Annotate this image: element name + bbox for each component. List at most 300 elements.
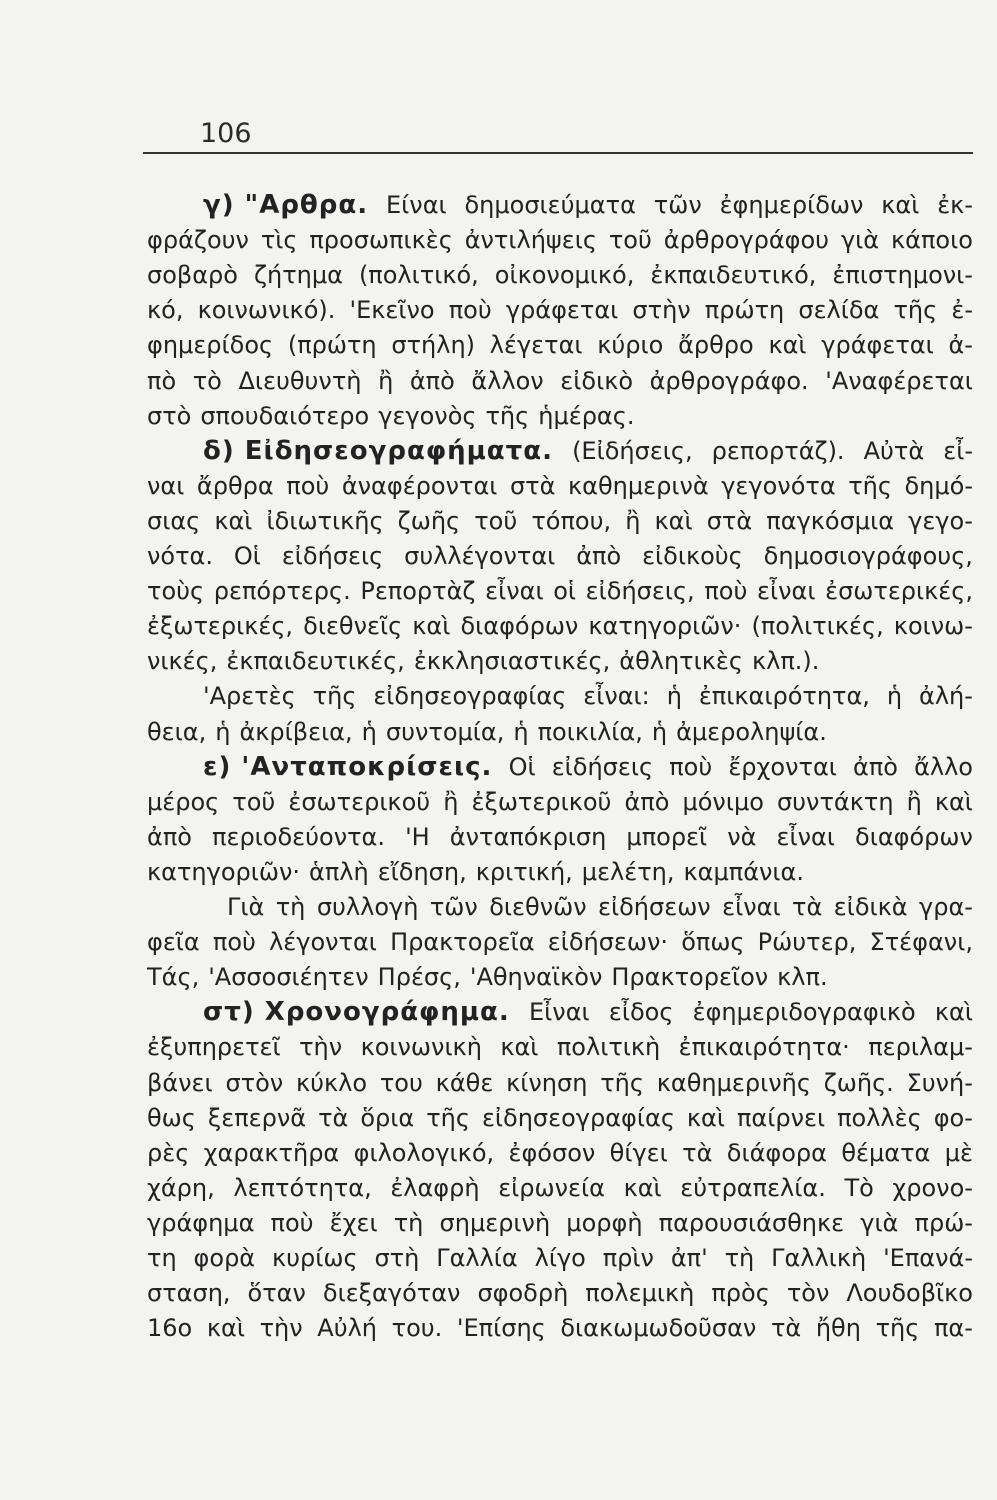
word: σταση,: [147, 1279, 231, 1308]
word: ἀ-: [948, 331, 973, 360]
word: ἐσωτερικοῦ: [288, 787, 431, 816]
word: εἰδήσεων: [598, 893, 711, 921]
text-line: [147, 470, 973, 502]
word: πολιτικὴ: [556, 1033, 661, 1062]
word: ἡ: [361, 717, 377, 746]
word: (πρώτη: [287, 331, 377, 360]
word: εἰδικοὺς: [642, 542, 743, 570]
word: λεπτότητα,: [233, 1173, 372, 1202]
word: εἰδικὸ: [560, 366, 634, 395]
word: πα-: [933, 1314, 973, 1343]
word: περιοδεύοντα.: [212, 822, 386, 851]
word: διάφορα: [726, 1138, 827, 1167]
word: καθημερινῆς: [656, 1068, 811, 1097]
word: κίνηση: [506, 1068, 588, 1097]
section-heading: δ) Εἰδησεογραφήματα.: [203, 435, 554, 466]
word: πολλὲς: [837, 1103, 922, 1132]
word: εἰδησεογραφίας: [481, 1103, 675, 1132]
word: διακωμωδοῦσαν: [560, 1314, 757, 1343]
word: κύριο: [597, 331, 664, 360]
text-line: [147, 400, 973, 432]
word: μελέτη,: [581, 857, 675, 886]
word: ρεπόρτερς.: [213, 577, 351, 606]
word: ἀμεροληψία.: [676, 717, 827, 746]
word: τὴ: [393, 1208, 424, 1237]
word: πρώ-: [914, 1208, 973, 1237]
word: φράζουν: [147, 226, 249, 255]
word: κύκλο: [295, 1068, 368, 1097]
word: κοινω-: [893, 612, 973, 641]
word: καὶ: [881, 191, 920, 219]
text-line: [147, 1242, 973, 1274]
word: στὰ: [509, 471, 556, 500]
word: μπορεῖ: [626, 822, 708, 851]
word: φεῖα: [147, 928, 200, 957]
word: μορφὴ: [566, 1208, 643, 1237]
word: ἢ: [378, 366, 394, 395]
word: ζωῆς.: [823, 1068, 894, 1097]
word: γράφημα: [147, 1208, 255, 1237]
word: ἢ: [625, 506, 641, 535]
word: ἁπλὴ: [309, 857, 369, 886]
word: ἰδιωτικῆς: [266, 506, 384, 535]
word: ἡ: [666, 682, 682, 711]
word: ποὺ: [448, 296, 492, 325]
word: νικές,: [147, 647, 218, 676]
text-line: [147, 610, 973, 642]
word: τοῦ: [608, 226, 652, 255]
word: τη: [147, 1244, 177, 1272]
word: κυρίως: [272, 1244, 358, 1272]
word: 'Ασσοσιέητεν: [208, 963, 369, 992]
text-line: [147, 961, 973, 993]
word: συντομία,: [385, 717, 505, 746]
word: λέγεται: [489, 331, 583, 360]
word: τῆς: [848, 471, 892, 500]
word: Στέφανι,: [869, 928, 973, 957]
word: διαφόρων: [460, 612, 579, 641]
word: ἢ: [443, 787, 459, 816]
word: ἢ: [906, 787, 922, 816]
word: τῶν: [653, 191, 702, 219]
word: του: [379, 1068, 423, 1097]
word: συλλογὴ: [316, 893, 419, 921]
word: ἡ: [513, 717, 529, 746]
word: τὴ: [724, 1244, 755, 1272]
word: καὶ: [768, 331, 807, 360]
word: δημοσιεύματα: [464, 191, 636, 219]
section-heading-line: [203, 435, 973, 467]
word: εἶναι:: [583, 682, 650, 711]
word: τοῦ: [474, 506, 518, 535]
text-line: [147, 926, 973, 958]
word: Είναι: [386, 191, 447, 219]
word: κό,: [147, 296, 184, 325]
word: ζήτημα: [253, 261, 343, 290]
word: 'Αναφέρεται: [825, 366, 973, 395]
word: τὰ: [318, 1103, 349, 1132]
word: τὸν: [786, 1279, 830, 1308]
word: 'Εκεῖνο: [349, 296, 435, 325]
word: παρουσιάσθηκε: [658, 1208, 845, 1237]
section-heading: στ) Χρονογράφημα.: [203, 997, 510, 1028]
text-line: [147, 329, 973, 361]
text-line: [147, 716, 973, 748]
word: ἐξωτερικοῦ: [471, 787, 612, 816]
word: κλπ.).: [751, 647, 820, 676]
word: Ρεπορτὰζ: [360, 577, 476, 606]
word: Γαλλικὴ: [771, 1244, 867, 1272]
word: εἰδήσεων·: [547, 928, 669, 957]
word: ἐφόσον: [508, 1138, 596, 1167]
word: πὸ: [147, 366, 177, 395]
word: τόπου,: [531, 506, 612, 535]
text-line: [147, 540, 973, 572]
word: ποὺ: [270, 1208, 314, 1237]
word: σημερινὴ: [439, 1208, 551, 1237]
word: γεγονὸς: [378, 401, 477, 430]
word: τῆς: [893, 296, 938, 325]
word: τῆς: [875, 1314, 920, 1343]
word: πρὸς: [711, 1279, 770, 1308]
word: Γιὰ: [227, 893, 265, 921]
word: διαφόρων: [855, 822, 973, 851]
word: ἐ-: [951, 296, 973, 325]
word: καὶ: [500, 1033, 539, 1062]
section-heading-line: [203, 996, 973, 1028]
word: ἀπὸ: [147, 822, 192, 851]
word: ἡμέρας.: [538, 401, 635, 430]
word: εἰδήσεις,: [585, 577, 695, 606]
word: στὰ: [706, 506, 753, 535]
word: πολεμικὴ: [585, 1279, 695, 1308]
word: χρονο-: [892, 1173, 973, 1202]
word: Αὐλή: [317, 1314, 377, 1343]
word: θως: [147, 1103, 196, 1132]
word: θεια,: [147, 717, 207, 746]
word: πρώτη: [704, 296, 785, 325]
word: ἀπὸ: [409, 366, 455, 395]
word: εὐτραπελία.: [680, 1173, 826, 1202]
word: ἡ: [886, 682, 903, 711]
text-line: [147, 1031, 973, 1063]
word: ἡ: [651, 717, 668, 746]
word: Λουδοβῖκο: [846, 1279, 973, 1308]
text-line: [147, 1137, 973, 1169]
word: σφοδρὴ: [477, 1279, 569, 1308]
text-line: [147, 259, 973, 291]
page-number: 106: [200, 118, 252, 149]
word: τὰ: [682, 1138, 713, 1167]
word: 'Επίσης: [456, 1314, 546, 1343]
word: τὴν: [259, 1314, 303, 1343]
word: τῆς: [600, 1068, 644, 1097]
word: Πρέσς,: [377, 963, 461, 992]
text-line: [147, 505, 973, 537]
word: τὸ: [192, 366, 222, 395]
text-line: [147, 1312, 973, 1344]
word: ἄρθρο: [678, 331, 754, 360]
word: διεξαγόταν: [322, 1279, 461, 1308]
text-line: [147, 294, 973, 326]
word: εἰδικὰ: [833, 893, 908, 921]
word: ἀπ': [670, 1244, 708, 1272]
word: ποὺ: [669, 752, 713, 781]
word: καὶ: [206, 1314, 245, 1343]
word: προσωπικὲς: [309, 226, 453, 255]
word: τὰ: [770, 1314, 802, 1343]
text-line: [147, 365, 973, 397]
word: κατηγοριῶν·: [147, 857, 300, 886]
word: εἶναι: [757, 577, 816, 606]
word: φιλολογικό,: [353, 1138, 495, 1167]
word: καὶ: [214, 506, 253, 535]
word: θίγει: [609, 1138, 668, 1167]
word: ἐκκλησιαστικές,: [413, 647, 611, 676]
word: ἐκπαιδευτικό,: [650, 261, 817, 290]
word: 'Αθηναϊκὸν: [469, 963, 603, 992]
word: μόνιμο: [682, 787, 764, 816]
word: ἐλαφρὴ: [390, 1173, 480, 1202]
word: ἀθλητικὲς: [619, 647, 743, 676]
word: φορὰ: [193, 1244, 256, 1272]
word: μὲ: [944, 1138, 973, 1167]
word: ἐφημερίδων: [719, 191, 864, 219]
word: σοβαρὸ: [147, 261, 238, 290]
word: (πολιτικό,: [358, 261, 479, 290]
word: ἀπὸ: [576, 542, 622, 570]
word: ἀρθρογράφου: [663, 226, 830, 255]
text-line: [147, 1172, 973, 1204]
word: κοινωνικὴ: [360, 1033, 482, 1062]
word: ἐπικαιρότητα,: [698, 682, 870, 711]
text-line: [203, 680, 973, 712]
word: εἶναι: [485, 577, 544, 606]
word: Οἱ: [233, 542, 261, 570]
word: διεθνῶν: [489, 893, 587, 921]
word: εἶναι: [722, 893, 781, 921]
word: τῆς: [312, 682, 357, 711]
word: τῆς: [485, 401, 530, 430]
word: εἴδηση,: [377, 857, 467, 886]
word: καὶ: [934, 998, 973, 1027]
word: Γαλλία: [436, 1244, 518, 1272]
word: 'Επανά-: [883, 1244, 973, 1272]
word: νότα.: [147, 542, 213, 570]
word: ὅπως: [681, 928, 745, 957]
text-line: [147, 575, 973, 607]
word: ἔρχονται: [728, 752, 837, 781]
word: κάποιο: [891, 226, 973, 255]
word: τὴ: [275, 893, 306, 921]
word: συλλέγονται: [404, 542, 556, 570]
text-line: [227, 891, 973, 923]
word: ἀρθρογράφο.: [649, 366, 809, 395]
word: Εἶναι: [529, 998, 590, 1027]
word: κάθε: [435, 1068, 494, 1097]
word: ἐκ-: [937, 191, 973, 219]
word: ἄλλο: [914, 752, 973, 781]
word: περιλαμ-: [868, 1033, 973, 1062]
word: στήλη): [391, 331, 476, 360]
word: χάρη,: [147, 1173, 215, 1202]
text-line: [147, 1067, 973, 1099]
word: ἤθη: [815, 1314, 861, 1343]
word: στὸν: [225, 1068, 284, 1097]
word: χαρακτῆρα: [203, 1138, 340, 1167]
word: καθημερινὰ: [567, 471, 709, 500]
word: ἔχει: [329, 1208, 378, 1237]
word: τὶς: [260, 226, 298, 255]
word: Ρώυτερ,: [757, 928, 857, 957]
word: ὅρια: [360, 1103, 415, 1132]
word: ναι: [147, 471, 185, 500]
word: στὴν: [632, 296, 691, 325]
word: γράφεται: [821, 331, 934, 360]
word: ποικιλία,: [537, 717, 643, 746]
word: λέγονται: [269, 928, 377, 957]
word: εἰρωνεία: [498, 1173, 605, 1202]
word: ἐφημεριδογραφικὸ: [692, 998, 916, 1027]
word: Πρακτορεῖα: [390, 928, 535, 957]
word: τῶν: [429, 893, 478, 921]
word: θέματα: [841, 1138, 931, 1167]
word: γράφεται: [505, 296, 619, 325]
word: μέρος: [147, 787, 220, 816]
word: ἀπὸ: [624, 787, 670, 816]
text-line: [147, 1207, 973, 1239]
word: στὸ: [147, 401, 192, 430]
word: γιὰ: [860, 1208, 899, 1237]
word: νὰ: [727, 822, 757, 851]
section-heading: ε) 'Ανταποκρίσεις.: [203, 751, 493, 782]
section-heading-line: [203, 189, 973, 221]
word: βάνει: [147, 1068, 213, 1097]
word: ἀπὸ: [853, 752, 898, 781]
word: εἰδήσεις: [281, 542, 384, 570]
word: εἰδησεογραφίας: [373, 682, 567, 711]
word: καὶ: [934, 787, 973, 816]
word: Τάς,: [147, 963, 200, 992]
word: 16ο: [147, 1314, 193, 1343]
word: ἀναφέρονται: [341, 471, 498, 500]
text-line: [147, 1277, 973, 1309]
section-heading: γ) "Αρθρα.: [203, 190, 369, 220]
text-line: [147, 1102, 973, 1134]
word: εἶδος: [608, 998, 674, 1027]
word: ἡ: [215, 717, 231, 746]
word: ἐπιστημονι-: [832, 261, 973, 290]
word: ἀντιλήψεις: [464, 226, 597, 255]
word: οἱ: [553, 577, 577, 606]
word: τὴν: [299, 1033, 343, 1062]
word: Πρακτορεῖον: [611, 963, 769, 992]
word: ἀκρίβεια,: [239, 717, 353, 746]
word: ἐκπαιδευτικές,: [226, 647, 405, 676]
word: τοὺς: [147, 577, 205, 606]
word: εἶναι: [776, 822, 835, 851]
word: ποὺ: [286, 471, 330, 500]
word: καὶ: [623, 1173, 662, 1202]
header-rule: [143, 152, 973, 154]
text-line: [147, 856, 973, 888]
word: κοινωνικό).: [197, 296, 336, 325]
word: διεθνεῖς: [303, 612, 403, 641]
word: γεγο-: [908, 506, 973, 535]
word: 'Η: [405, 822, 430, 851]
word: σελίδα: [798, 296, 880, 325]
word: λίγο: [534, 1244, 586, 1272]
word: εἰδήσεις: [551, 752, 654, 781]
word: καμπάνια.: [683, 857, 804, 886]
word: (Εἰδήσεις,: [572, 436, 693, 465]
text-line: [147, 786, 973, 818]
word: ἐξωτερικές,: [147, 612, 294, 641]
word: ἐξυπηρετεῖ: [147, 1033, 281, 1062]
word: ἄλλον: [471, 366, 544, 395]
word: ἄρθρα: [196, 471, 274, 500]
word: σπουδαιότερο: [200, 401, 370, 430]
word: συντάκτη: [776, 787, 894, 816]
word: τῆς: [426, 1103, 470, 1132]
word: τοῦ: [232, 787, 276, 816]
word: ἀλή-: [919, 682, 973, 711]
text-line: [147, 821, 973, 853]
word: κατηγοριῶν·: [588, 612, 742, 641]
word: φο-: [933, 1103, 973, 1132]
word: γεγονότα: [721, 471, 836, 500]
word: παίρνει: [736, 1103, 826, 1132]
word: 'Αρετὲς: [203, 682, 296, 711]
word: φημερίδος: [147, 331, 274, 360]
text-line: [147, 224, 973, 256]
word: γρα-: [919, 893, 973, 921]
word: ἐσωτερικές,: [825, 577, 973, 606]
word: Αὐτὰ: [863, 436, 925, 465]
word: Συνή-: [906, 1068, 973, 1097]
word: τὰ: [792, 893, 823, 921]
word: δημό-: [904, 471, 973, 500]
word: ἐπικαιρότητα·: [678, 1033, 850, 1062]
word: κριτική,: [475, 857, 573, 886]
section-heading-line: [203, 751, 973, 783]
word: του.: [391, 1314, 443, 1343]
word: καὶ: [412, 612, 451, 641]
word: γιὰ: [840, 226, 880, 255]
word: εἶ-: [943, 436, 973, 465]
word: δημοσιογράφους,: [763, 542, 973, 570]
word: πρὶν: [602, 1244, 654, 1272]
word: Διευθυντὴ: [238, 366, 362, 395]
word: οἰκονομικό,: [494, 261, 635, 290]
word: ρὲς: [147, 1138, 190, 1167]
word: σιας: [147, 506, 201, 535]
word: ζωῆς: [397, 506, 461, 535]
word: καὶ: [686, 1103, 725, 1132]
word: Τὸ: [844, 1173, 874, 1202]
word: στὴ: [374, 1244, 420, 1272]
word: ποὺ: [212, 928, 256, 957]
word: Οἱ: [508, 752, 536, 781]
word: παγκόσμια: [766, 506, 895, 535]
text-line: [147, 645, 973, 677]
word: καὶ: [654, 506, 693, 535]
word: ὅταν: [247, 1279, 306, 1308]
word: (πολιτικές,: [751, 612, 884, 641]
word: ρεπορτάζ).: [711, 436, 845, 465]
word: κλπ.: [777, 963, 828, 992]
word: ἀνταπόκριση: [449, 822, 607, 851]
